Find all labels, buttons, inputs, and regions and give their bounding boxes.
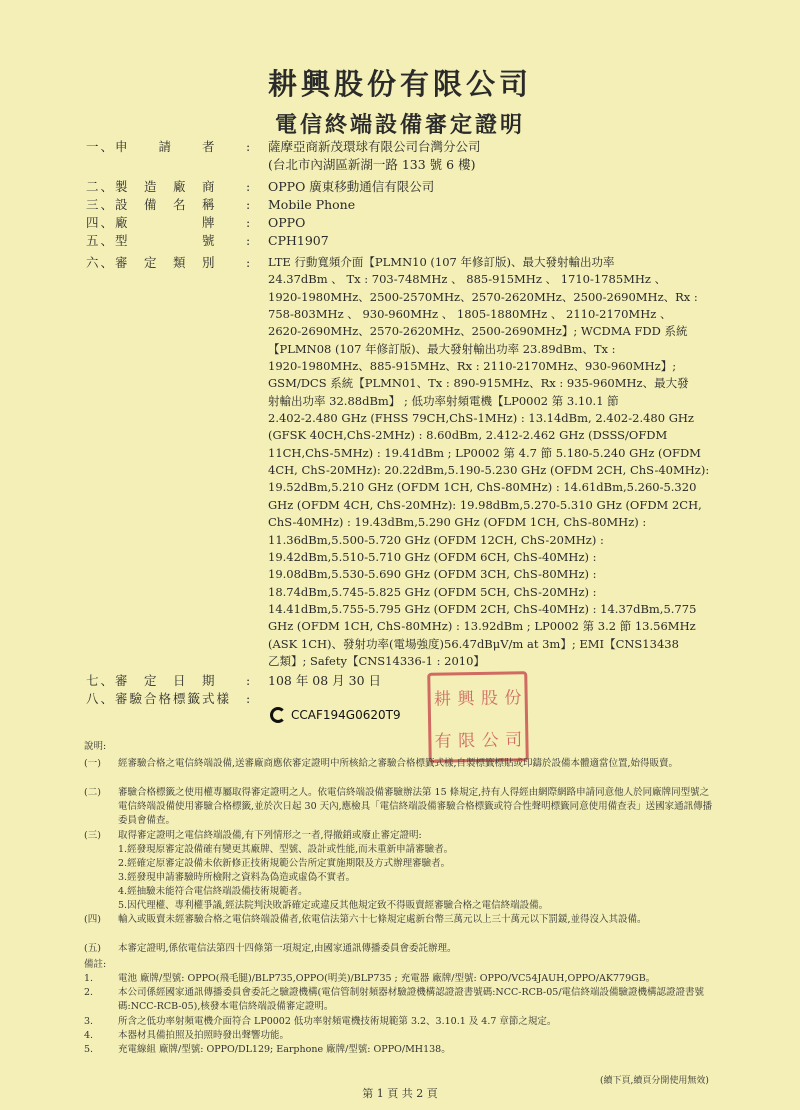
notes-title: 說明: — [84, 741, 107, 752]
note-text: 本器材具備拍照及拍照時發出聲響功能。 — [118, 1030, 290, 1041]
note-number: (四) — [84, 914, 101, 925]
category-line: GHz (OFDM 4CH, ChS-20MHz): 19.98dBm,5.270-5.310 GHz (OFDM 2CH, — [268, 497, 702, 512]
category-detail — [268, 254, 728, 670]
note-text: 充電線組 廠牌/型號: OPPO/DL129; Earphone 廠牌/型號: OPPO/MH138。 — [118, 1044, 451, 1055]
category-line: 11CH,ChS-5MHz) : 19.41dBm ; LP0002 第 4.7 節 5.180-5.240 GHz (OFDM — [268, 445, 701, 460]
category-line: 758-803MHz 、 930-960MHz 、 1805-1880MHz 、 2110-2170MHz 、 — [268, 307, 672, 322]
field-label: 三、設 備 名 稱 — [86, 197, 217, 212]
certification-code: CCAF194G0620T9 — [291, 708, 401, 722]
category-line: 2620-2690MHz、2570-2620MHz、2500-2690MHz】; WCDMA FDD 系統 — [268, 324, 688, 339]
category-line: 24.37dBm 、 Tx : 703-748MHz 、 885-915MHz 、 1710-1785MHz 、 — [268, 272, 667, 287]
note-number: 備註: — [84, 959, 107, 970]
note-number: 1. — [84, 973, 94, 984]
category-line: 【PLMN08 (107 年修訂版)、最大發射輸出功率 23.89dBm、Tx : — [268, 341, 616, 356]
note-text: 3.經發現申請審驗時所檢附之資料為偽造或虛偽不實者。 — [118, 872, 356, 883]
colon: : — [246, 233, 251, 248]
field-label: 五、型 號 — [86, 233, 217, 248]
category-line: LTE 行動寬頻介面【PLMN10 (107 年修訂版)、最大發射輸出功率 — [268, 255, 615, 269]
category-line: 4CH, ChS-20MHz): 20.22dBm,5.190-5.230 GHz (OFDM 2CH, ChS-40MHz): — [268, 463, 710, 478]
note-number: 2. — [84, 987, 94, 998]
certification-label — [270, 704, 414, 726]
category-line: 19.52dBm,5.210 GHz (OFDM 1CH, ChS-80MHz) : 14.61dBm,5.260-5.320 — [268, 480, 697, 495]
category-line: ChS-40MHz) : 19.43dBm,5.290 GHz (OFDM 1CH, ChS-80MHz) : — [268, 515, 647, 530]
note-text: 4.經抽驗未能符合電信終端設備技術規範者。 — [118, 886, 308, 897]
note-text: 審驗合格標籤之使用權專屬取得審定證明之人。依電信終端設備審驗辦法第 15 條規定,持有人得經由網際網路申請同意他人於同廠牌同型號之電信終端設備使用審驗合格標籤,並於次日起 30 天內,應檢具「電信終端設備審驗合格標籤或符合性聲明標籤同意使用備查表」送國家通訊傳播委員會備查。 — [118, 787, 713, 826]
note-text: 取得審定證明之電信終端設備,有下列情形之一者,得撤銷或廢止審定證明: — [118, 830, 422, 841]
note-text: 5.因代理權、專利權爭議,經法院判決敗訴確定或違反其他規定致不得販賣經審驗合格之電信終端設備。 — [118, 900, 549, 911]
document-title: 電信終端設備審定證明 — [274, 112, 525, 138]
note-number: (五) — [84, 943, 101, 954]
company-seal-icon: 耕 興 股 份 有 限 公 司 — [427, 671, 529, 763]
field-value: OPPO 廣東移動通信有限公司 — [268, 179, 435, 194]
category-line: GSM/DCS 系統【PLMN01、Tx : 890-915MHz、Rx : 935-960MHz、最大發 — [268, 376, 689, 391]
note-text: 經審驗合格之電信終端設備,送審廠商應依審定證明中所核給之審驗合格標籤式樣,自製標籤標貼或印鑄於設備本體適當位置,始得販賣。 — [118, 758, 679, 769]
field-value: OPPO — [268, 215, 306, 230]
note-text: 本審定證明,係依電信法第四十四條第一項規定,由國家通訊傳播委員會委託辦理。 — [118, 943, 457, 954]
category-line: 11.36dBm,5.500-5.720 GHz (OFDM 12CH, ChS-20MHz) : — [268, 532, 604, 547]
note-number: (二) — [84, 787, 101, 798]
field-label: 七、審 定 日 期 — [86, 673, 217, 688]
ncc-logo-icon — [270, 707, 286, 723]
note-text: 1.經發現原審定設備確有變更其廠牌、型號、設計或性能,而未重新申請審驗者。 — [118, 844, 454, 855]
field-value: (台北市內湖區新湖一路 133 號 6 樓) — [268, 157, 476, 172]
field-label: 一、申 請 者 — [86, 139, 217, 154]
note-text: 電池 廠牌/型號: OPPO(飛毛腿)/BLP735,OPPO(明美)/BLP735 ; 充電器 廠牌/型號: OPPO/VC54JAUH,OPPO/AK779GB。 — [118, 973, 656, 984]
field-label: 六、審 定 類 別 — [86, 255, 217, 270]
field-value: CPH1907 — [268, 233, 329, 248]
colon: : — [246, 673, 251, 688]
category-line: 1920-1980MHz、885-915MHz、Rx : 2110-2170MHz、930-960MHz】; — [268, 359, 677, 374]
field-label: 四、廠 牌 — [86, 215, 217, 230]
note-text: 輸入或販賣未經審驗合格之電信終端設備者,依電信法第六十七條規定處新台幣三萬元以上三十萬元以下罰鍰,並得沒入其設備。 — [118, 914, 647, 925]
category-line: (GFSK 40CH,ChS-2MHz) : 8.60dBm, 2.412-2.462 GHz (DSSS/OFDM — [268, 428, 668, 443]
note-text: 所含之低功率射頻電機介面符合 LP0002 低功率射頻電機技術規範第 3.2、3.10.1 及 4.7 章節之規定。 — [118, 1016, 557, 1027]
note-number: (三) — [84, 830, 101, 841]
field-label: 八、審驗合格標籤式樣 — [86, 691, 232, 706]
category-line: GHz (OFDM 1CH, ChS-80MHz) : 13.92dBm ; LP0002 第 3.2 節 13.56MHz — [268, 619, 696, 634]
page-number: 第 1 頁 共 2 頁 — [362, 1087, 438, 1100]
continued-notice: (續下頁,續頁分開使用無效) — [600, 1076, 709, 1086]
field-value: 108 年 08 月 30 日 — [268, 673, 382, 688]
field-label: 二、製 造 廠 商 — [86, 179, 217, 194]
category-line: 19.42dBm,5.510-5.710 GHz (OFDM 6CH, ChS-40MHz) : — [268, 549, 597, 564]
category-line: 18.74dBm,5.745-5.825 GHz (OFDM 5CH, ChS-20MHz) : — [268, 584, 597, 599]
colon: : — [246, 197, 251, 212]
category-line: 14.41dBm,5.755-5.795 GHz (OFDM 2CH, ChS-40MHz) : 14.37dBm,5.775 — [268, 601, 697, 616]
note-number: (一) — [84, 758, 101, 769]
colon: : — [246, 255, 251, 270]
field-value: 薩摩亞商新茂環球有限公司台灣分公司 — [268, 139, 481, 154]
note-number: 3. — [84, 1016, 94, 1027]
category-line: 乙類】; Safety【CNS14336-1 : 2010】 — [268, 653, 485, 668]
field-value: Mobile Phone — [268, 197, 356, 212]
colon: : — [246, 691, 251, 706]
note-number: 5. — [84, 1044, 94, 1055]
colon: : — [246, 179, 251, 194]
note-number: 4. — [84, 1030, 94, 1041]
category-line: 射輸出功率 32.88dBm】 ; 低功率射頻電機【LP0002 第 3.10.1 節 — [268, 393, 619, 408]
colon: : — [246, 215, 251, 230]
category-line: 19.08dBm,5.530-5.690 GHz (OFDM 3CH, ChS-80MHz) : — [268, 567, 597, 582]
colon: : — [246, 139, 251, 154]
note-text: 本公司係經國家通訊傳播委員會委託之驗證機構(電信管制射頻器材驗證機構認證證書號碼:NCC-RCB-05/電信終端設備驗證機構認證證書號碼:NCC-RCB-05),核發本電信終端設備審定證明。 — [118, 987, 705, 1012]
note-text: 2.經確定原審定設備未依新修正技術規範公告所定實施期限及方式辦理審驗者。 — [118, 858, 451, 869]
category-line: 1920-1980MHz、2500-2570MHz、2570-2620MHz、2500-2690MHz、Rx : — [268, 289, 698, 304]
organization-name: 耕興股份有限公司 — [267, 67, 532, 101]
category-line: (ASK 1CH)、發射功率(電場強度)56.47dBμV/m at 3m】; EMI【CNS13438 — [268, 636, 679, 651]
category-line: 2.402-2.480 GHz (FHSS 79CH,ChS-1MHz) : 13.14dBm, 2.402-2.480 GHz — [268, 411, 694, 426]
